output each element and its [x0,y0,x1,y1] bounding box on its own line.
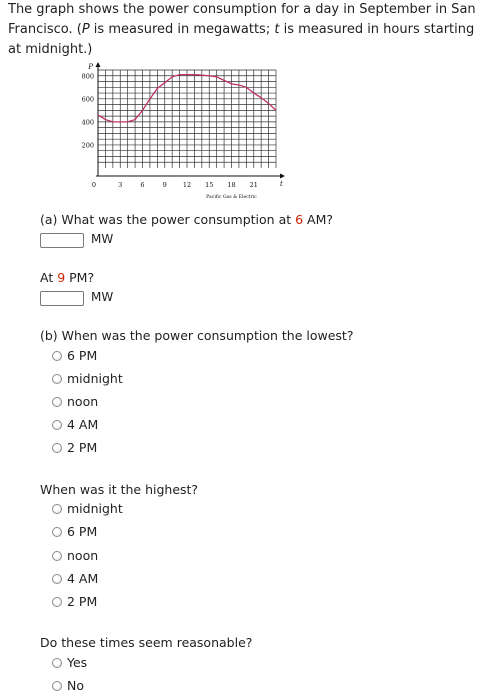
x-axis-arrow [280,174,285,179]
intro-text: The graph shows the power consumption for a day in September in San Francisco. ( [8,2,476,37]
y-tick-label: 800 [81,72,94,81]
answer-input-9pm[interactable] [40,291,84,306]
question-a2 [40,270,94,285]
option-highest[interactable] [52,548,98,563]
option-highest[interactable] [52,571,98,586]
option-label: 6 PM [67,524,98,539]
question-text: (a) What was the power consumption at [40,212,296,227]
radio-button[interactable] [52,504,62,514]
option-reasonable[interactable] [52,655,87,670]
variable-p: P [81,22,90,37]
option-label: 4 AM [67,417,99,432]
power-consumption-graph [70,62,290,206]
unit-label: MW [91,232,114,246]
radio-button[interactable] [52,574,62,584]
intro-text: is measured in hours starting at midnight.) [8,22,475,57]
question-text: PM? [65,270,95,285]
option-label: midnight [67,501,123,516]
question-c: Do these times seem reasonable? [40,635,253,650]
y-axis-label: P [88,63,93,71]
radio-button[interactable] [52,351,62,361]
x-tick-label: 3 [118,181,123,189]
radio-button[interactable] [52,420,62,430]
radio-button[interactable] [52,397,62,407]
option-label: noon [67,394,99,409]
option-reasonable[interactable] [52,678,84,693]
option-label: 2 PM [67,440,98,455]
radio-button[interactable] [52,374,62,384]
chart-svg [70,62,290,202]
x-tick-label: 12 [182,181,192,189]
highlighted-number: 6 [295,212,304,227]
option-label: 4 AM [67,571,99,586]
option-highest[interactable] [52,501,123,516]
x-axis-label: t [280,180,283,188]
x-tick-label: 6 [140,181,145,189]
option-highest[interactable] [52,524,97,539]
y-tick-label: 600 [81,95,94,104]
option-label: midnight [67,371,123,386]
question-a [40,212,333,227]
y-axis-arrow [96,62,101,67]
x-tick-label: 21 [249,181,258,189]
question-b2: When was it the highest? [40,482,199,497]
problem-statement [8,0,478,60]
option-label: No [67,678,84,693]
question-text: AM? [303,212,334,227]
y-tick-label: 200 [81,141,94,150]
question-text: At [40,270,58,285]
y-tick-label: 400 [81,118,94,127]
x-tick-label: 15 [205,181,214,189]
variable-t: t [274,22,280,37]
option-label: Yes [67,655,88,670]
radio-button[interactable] [52,681,62,691]
radio-button[interactable] [52,443,62,453]
option-lowest[interactable] [52,440,97,455]
option-label: 2 PM [67,594,98,609]
answer-input-6am[interactable] [40,233,84,248]
unit-label: MW [91,290,114,304]
x-tick-label: 9 [162,181,167,189]
radio-button[interactable] [52,527,62,537]
x-tick-label: 18 [227,181,236,189]
option-lowest[interactable] [52,371,123,386]
option-label: noon [67,548,99,563]
intro-text: is measured in megawatts; [89,22,275,37]
option-highest[interactable] [52,594,97,609]
option-lowest[interactable] [52,348,97,363]
x-tick-label: 0 [91,181,96,189]
option-label: 6 PM [67,348,98,363]
radio-button[interactable] [52,551,62,561]
highlighted-number: 9 [57,270,66,285]
option-lowest[interactable] [52,417,98,432]
option-lowest[interactable] [52,394,98,409]
radio-button[interactable] [52,597,62,607]
question-b: (b) When was the power consumption the lowest? [40,328,354,343]
chart-caption: Pacific Gas & Electric [206,195,257,200]
radio-button[interactable] [52,658,62,668]
